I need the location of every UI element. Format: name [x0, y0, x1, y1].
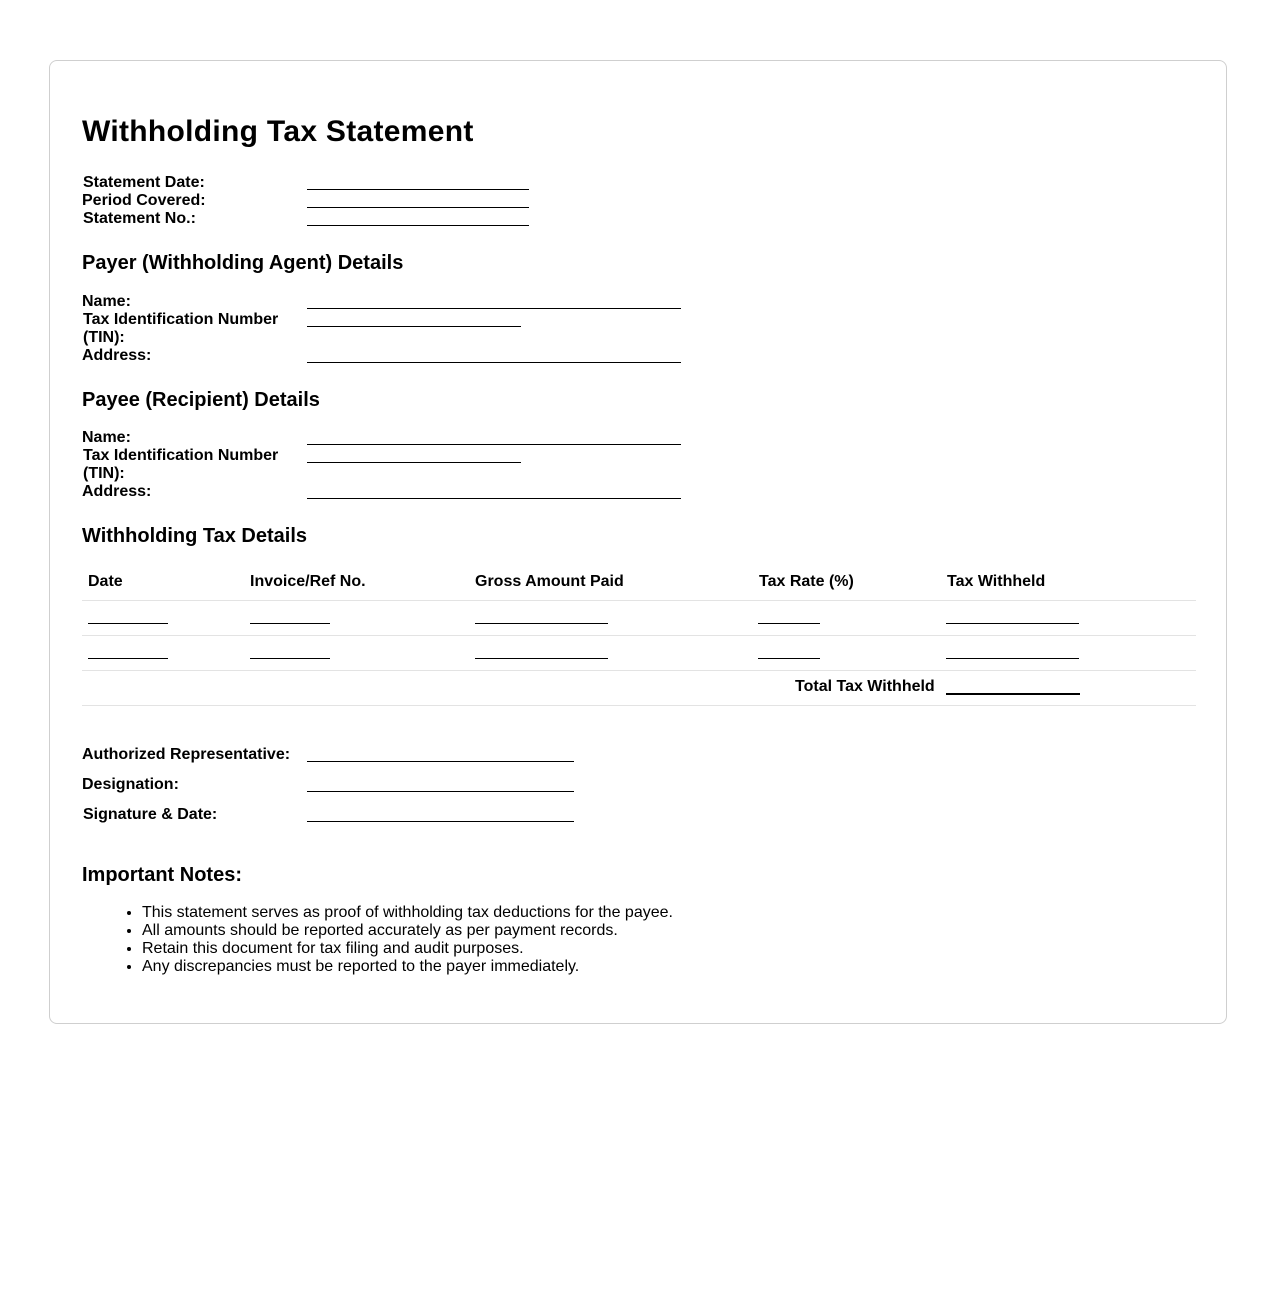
total-tax-withheld-field[interactable] — [946, 693, 1080, 695]
payer-tin-field[interactable] — [307, 326, 521, 327]
row2-date-field[interactable] — [88, 658, 168, 659]
row2-gross-amount-field[interactable] — [475, 658, 608, 659]
period-covered-field[interactable] — [307, 207, 529, 208]
table-divider — [82, 670, 1196, 671]
row2-tax-rate-field[interactable] — [758, 658, 820, 659]
row2-invoice-field[interactable] — [250, 658, 330, 659]
row1-date-field[interactable] — [88, 623, 168, 624]
note-item: • This statement serves as proof of withholding tax deductions for the payee. — [142, 904, 673, 922]
total-tax-withheld-label: Total Tax Withheld — [795, 678, 935, 695]
table-divider — [82, 600, 1196, 601]
table-divider — [82, 705, 1196, 706]
statement-card — [49, 60, 1227, 1024]
statement-number-label: Statement No.: — [83, 210, 196, 227]
designation-field[interactable] — [307, 791, 574, 792]
payer-address-field[interactable] — [307, 362, 681, 363]
row1-invoice-field[interactable] — [250, 623, 330, 624]
table-divider — [82, 635, 1196, 636]
payee-heading: Payee (Recipient) Details — [82, 389, 320, 411]
payee-tin-label: Tax Identification Number (TIN): — [83, 447, 279, 482]
statement-date-label: Statement Date: — [83, 174, 205, 191]
payee-address-label: Address: — [82, 483, 152, 500]
note-item: • Retain this document for tax filing and audit purposes. — [142, 940, 673, 958]
statement-date-field[interactable] — [307, 189, 529, 190]
payer-address-label: Address: — [82, 347, 152, 364]
payer-heading: Payer (Withholding Agent) Details — [82, 252, 404, 274]
row2-tax-withheld-field[interactable] — [946, 658, 1079, 659]
payee-address-field[interactable] — [307, 498, 681, 499]
tax-details-heading: Withholding Tax Details — [82, 525, 308, 547]
payer-tin-label: Tax Identification Number (TIN): — [83, 311, 279, 346]
statement-number-field[interactable] — [307, 225, 529, 226]
page-title: Withholding Tax Statement — [82, 115, 474, 148]
payee-name-label: Name: — [82, 429, 131, 446]
payee-name-field[interactable] — [307, 444, 681, 445]
payee-tin-field[interactable] — [307, 462, 521, 463]
column-header-tax-rate: Tax Rate (%) — [759, 573, 854, 590]
payer-name-field[interactable] — [307, 308, 681, 309]
notes-list — [112, 904, 673, 976]
important-notes-heading: Important Notes: — [82, 864, 242, 886]
column-header-date: Date — [88, 573, 123, 590]
note-item: • All amounts should be reported accurately as per payment records. — [142, 922, 673, 940]
signature-date-field[interactable] — [307, 821, 574, 822]
column-header-tax-withheld: Tax Withheld — [947, 573, 1046, 590]
designation-label: Designation: — [82, 776, 179, 793]
row1-tax-withheld-field[interactable] — [946, 623, 1079, 624]
authorized-representative-field[interactable] — [307, 761, 574, 762]
period-covered-label: Period Covered: — [82, 192, 206, 209]
column-header-invoice: Invoice/Ref No. — [250, 573, 366, 590]
row1-tax-rate-field[interactable] — [758, 623, 820, 624]
authorized-representative-label: Authorized Representative: — [82, 746, 291, 763]
signature-date-label: Signature & Date: — [83, 806, 218, 823]
row1-gross-amount-field[interactable] — [475, 623, 608, 624]
payer-name-label: Name: — [82, 293, 131, 310]
column-header-gross-amount: Gross Amount Paid — [475, 573, 624, 590]
note-item: • Any discrepancies must be reported to the payer immediately. — [142, 958, 673, 976]
